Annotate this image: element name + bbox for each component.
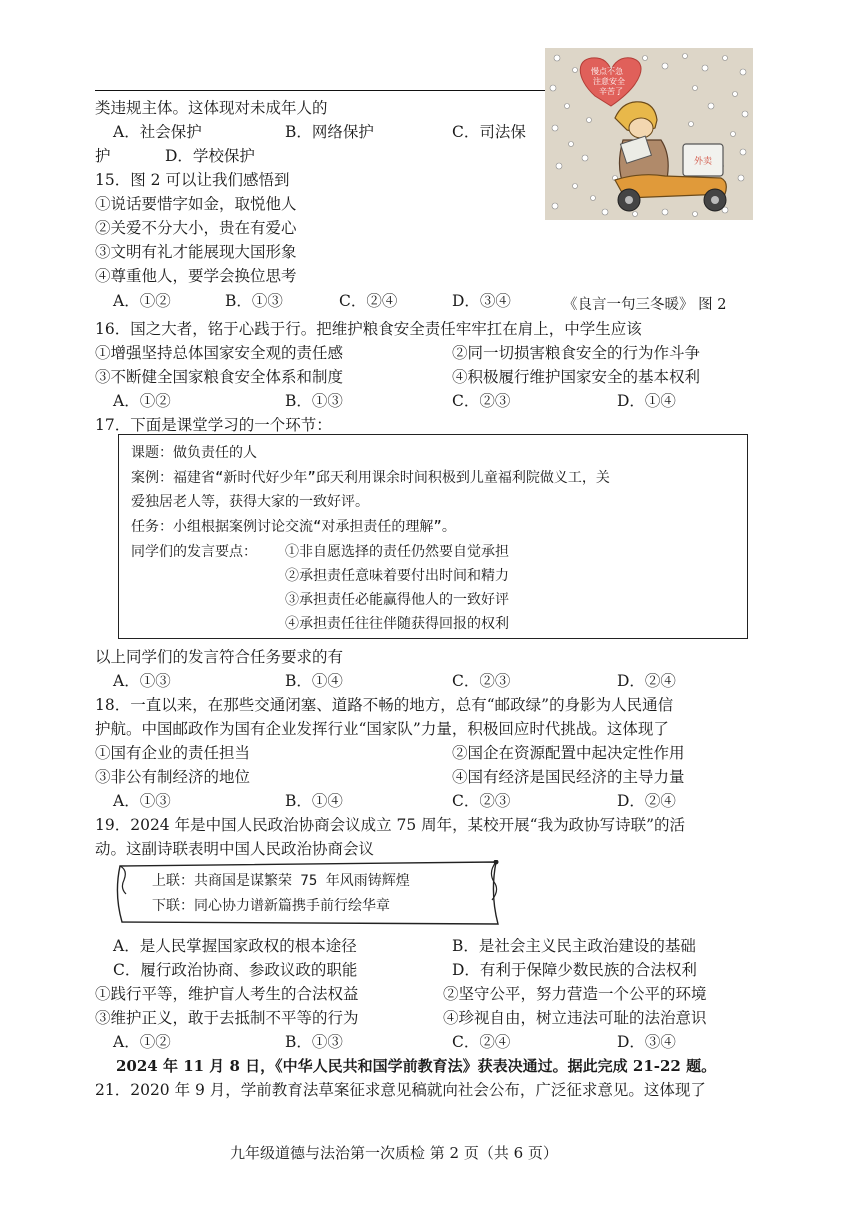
q17-question: 以上同学们的发言符合任务要求的有 <box>95 648 344 666</box>
q16-option-a: A．①② <box>113 392 171 410</box>
q19-stem-line-2: 动。这副诗联表明中国人民政治协商会议 <box>95 840 375 858</box>
q14-option-a: A．社会保护 <box>113 123 202 141</box>
q17-point-4: ④承担责任往往伴随获得回报的权利 <box>285 616 509 632</box>
q15-statement-2: ②关爱不分大小，贵在有爱心 <box>95 219 297 237</box>
q18-option-d: D．②④ <box>617 792 676 810</box>
q17-point-2: ②承担责任意味着要付出时间和精力 <box>285 568 509 584</box>
q18-statement-1: ①国有企业的责任担当 <box>95 744 251 762</box>
q16-stem: 16．国之大者，铭于心践于行。把维护粮食安全责任牢牢扛在肩上，中学生应该 <box>95 320 642 338</box>
q16-option-c: C．②③ <box>452 392 511 410</box>
q19-option-a: A．是人民掌握国家政权的根本途径 <box>113 937 357 955</box>
q15-option-c: C．②④ <box>339 292 398 310</box>
q19-option-c: C．履行政治协商、参政议政的职能 <box>113 961 358 979</box>
q19-option-d: D．有利于保障少数民族的合法权利 <box>452 961 697 979</box>
q20-statement-3: ③维护正义，敢于去抵制不平等的行为 <box>95 1009 359 1027</box>
q14-option-d: D．学校保护 <box>165 147 255 165</box>
q19-stem-line-1: 19．2024 年是中国人民政治协商会议成立 75 周年，某校开展“我为政协写诗联”的活 <box>95 816 686 834</box>
q18-stem-line-1: 18．一直以来，在那些交通闭塞、道路不畅的地方，总有“邮政绿”的身影为人民通信 <box>95 696 674 714</box>
q18-stem-line-2: 护航。中国邮政作为国有企业发挥行业“国家队”力量，积极回应时代挑战。这体现了 <box>95 720 669 738</box>
q16-statement-1: ①增强坚持总体国家安全观的责任感 <box>95 344 344 362</box>
q17-case-line-1: 案例：福建省“新时代好少年”邱天利用课余时间积极到儿童福利院做义工，关 <box>131 470 610 486</box>
q16-option-d: D．①④ <box>617 392 676 410</box>
q20-option-b: B．①③ <box>285 1033 343 1051</box>
q16-statement-2: ②同一切损害粮食安全的行为作斗争 <box>452 344 701 362</box>
section-intro: 2024 年 11 月 8 日，《中华人民共和国学前教育法》获表决通过。据此完成 21-22 题。 <box>116 1057 717 1075</box>
q18-option-c: C．②③ <box>452 792 511 810</box>
q17-topic: 课题：做负责任的人 <box>131 445 257 461</box>
q18-option-a: A．①③ <box>113 792 171 810</box>
q14-option-c: C．司法保 <box>452 123 526 141</box>
q15-statement-4: ④尊重他人，要学会换位思考 <box>95 267 297 285</box>
q15-option-a: A．①② <box>113 292 171 310</box>
q15-option-d: D．③④ <box>452 292 511 310</box>
q18-statement-3: ③非公有制经济的地位 <box>95 768 251 786</box>
q20-statement-4: ④珍视自由，树立违法可耻的法治意识 <box>443 1009 707 1027</box>
q17-option-b: B．①④ <box>285 672 343 690</box>
q18-option-b: B．①④ <box>285 792 343 810</box>
q17-option-d: D．②④ <box>617 672 676 690</box>
q17-point-1: ①非自愿选择的责任仍然要自觉承担 <box>285 544 509 560</box>
delivery-box-label: 外卖 <box>693 157 713 167</box>
couplet-lower: 下联：同心协力谱新篇携手前行绘华章 <box>152 898 390 914</box>
q14-stem-tail: 类违规主体。这体现对未成年人的 <box>95 99 328 117</box>
q20-statement-1: ①践行平等，维护盲人考生的合法权益 <box>95 985 359 1003</box>
q15-option-b: B．①③ <box>225 292 283 310</box>
q21-stem: 21．2020 年 9 月，学前教育法草案征求意见稿就向社会公布，广泛征求意见。这体现了 <box>95 1081 706 1099</box>
page-footer: 九年级道德与法治第一次质检 第 2 页（共 6 页） <box>230 1144 558 1162</box>
q20-option-c: C．②④ <box>452 1033 511 1051</box>
cartoon-figure-2 <box>545 48 753 220</box>
q17-case-line-2: 爱独居老人等，获得大家的一致好评。 <box>131 494 369 510</box>
q14-option-c-cont: 护 <box>95 147 111 165</box>
q15-statement-1: ①说话要惜字如金，取悦他人 <box>95 195 297 213</box>
couplet-upper: 上联：共商国是谋繁荣 75 年风雨铸辉煌 <box>152 873 410 889</box>
q16-option-b: B．①③ <box>285 392 343 410</box>
heart-text-3: 辛苦了 <box>599 87 623 96</box>
q16-statement-4: ④积极履行维护国家安全的基本权利 <box>452 368 701 386</box>
q15-statement-3: ③文明有礼才能展现大国形象 <box>95 243 297 261</box>
delivery-rider-illustration <box>545 48 753 220</box>
q15-stem: 15．图 2 可以让我们感悟到 <box>95 171 290 189</box>
q17-option-a: A．①③ <box>113 672 171 690</box>
q20-statement-2: ②坚守公平，努力营造一个公平的环境 <box>443 985 707 1003</box>
q18-statement-4: ④国有经济是国民经济的主导力量 <box>452 768 685 786</box>
heart-text-2: 注意安全 <box>593 77 625 86</box>
q17-point-3: ③承担责任必能赢得他人的一致好评 <box>285 592 509 608</box>
q18-statement-2: ②国企在资源配置中起决定性作用 <box>452 744 685 762</box>
q20-option-d: D．③④ <box>617 1033 676 1051</box>
heart-text-1: 慢点不急 <box>591 67 623 76</box>
q19-option-b: B．是社会主义民主政治建设的基础 <box>452 937 696 955</box>
q20-option-a: A．①② <box>113 1033 171 1051</box>
q14-option-b: B．网络保护 <box>285 123 374 141</box>
q17-task: 任务：小组根据案例讨论交流“对承担责任的理解”。 <box>131 519 456 535</box>
q16-statement-3: ③不断健全国家粮食安全体系和制度 <box>95 368 344 386</box>
q17-option-c: C．②③ <box>452 672 511 690</box>
figure-caption: 《良言一句三冬暖》 图 2 <box>563 297 727 313</box>
q17-points-label: 同学们的发言要点： <box>131 544 257 560</box>
q17-stem: 17．下面是课堂学习的一个环节： <box>95 416 332 434</box>
